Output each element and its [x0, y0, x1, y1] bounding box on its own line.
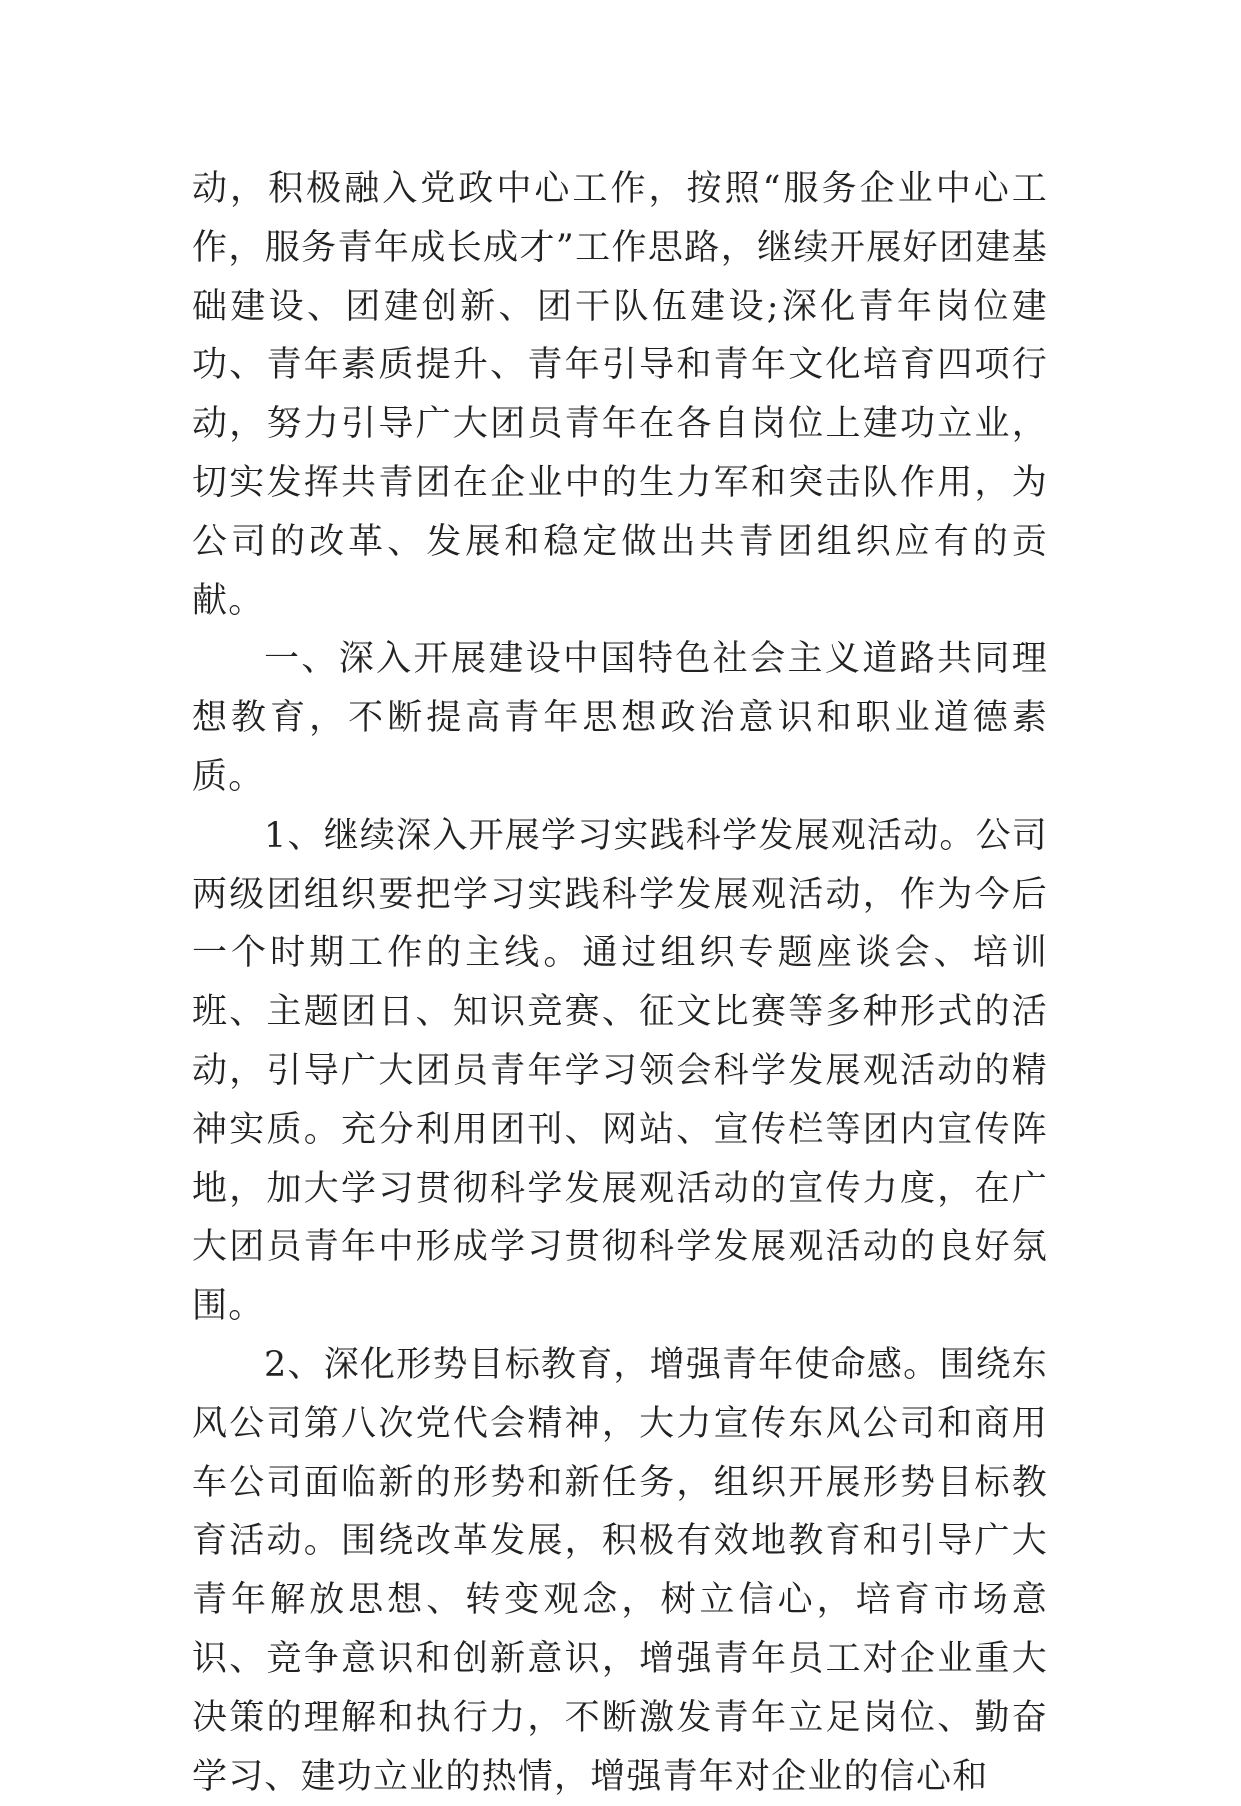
section-heading-one: 一、深入开展建设中国特色社会主义道路共同理想教育，不断提高青年思想政治意识和职业道德素质。: [192, 639, 1048, 797]
paragraph-item-1: 1、继续深入开展学习实践科学发展观活动。公司两级团组织要把学习实践科学发展观活动，作为今后一个时期工作的主线。通过组织专题座谈会、培训班、主题团日、知识竞赛、征文比赛等多种形式的活动，引导广大团员青年学习领会科学发展观活动的精神实质。充分利用团刊、网站、宣传栏等团内宣传阵地，加大学习贯彻科学发展观活动的宣传力度，在广大团员青年中形成学习贯彻科学发展观活动的良好氛围。: [192, 815, 1048, 1327]
paragraph-continuation: 动，积极融入党政中心工作，按照“服务企业中心工作，服务青年成长成才”工作思路，继续开展好团建基础建设、团建创新、团干队伍建设;深化青年岗位建功、青年素质提升、青年引导和青年文化培育四项行动，努力引导广大团员青年在各自岗位上建功立业，切实发挥共青团在企业中的生力军和突击队作用，为公司的改革、发展和稳定做出共青团组织应有的贡献。: [192, 169, 1048, 621]
paragraph-item-2: 2、深化形势目标教育，增强青年使命感。围绕东风公司第八次党代会精神，大力宣传东风公司和商用车公司面临新的形势和新任务，组织开展形势目标教育活动。围绕改革发展，积极有效地教育和引导广大青年解放思想、转变观念，树立信心，培育市场意识、竞争意识和创新意识，增强青年员工对企业重大决策的理解和执行力，不断激发青年立足岗位、勤奋学习、建功立业的热情，增强青年对企业的信心和: [192, 1344, 1048, 1797]
document-body: [192, 160, 1048, 1806]
